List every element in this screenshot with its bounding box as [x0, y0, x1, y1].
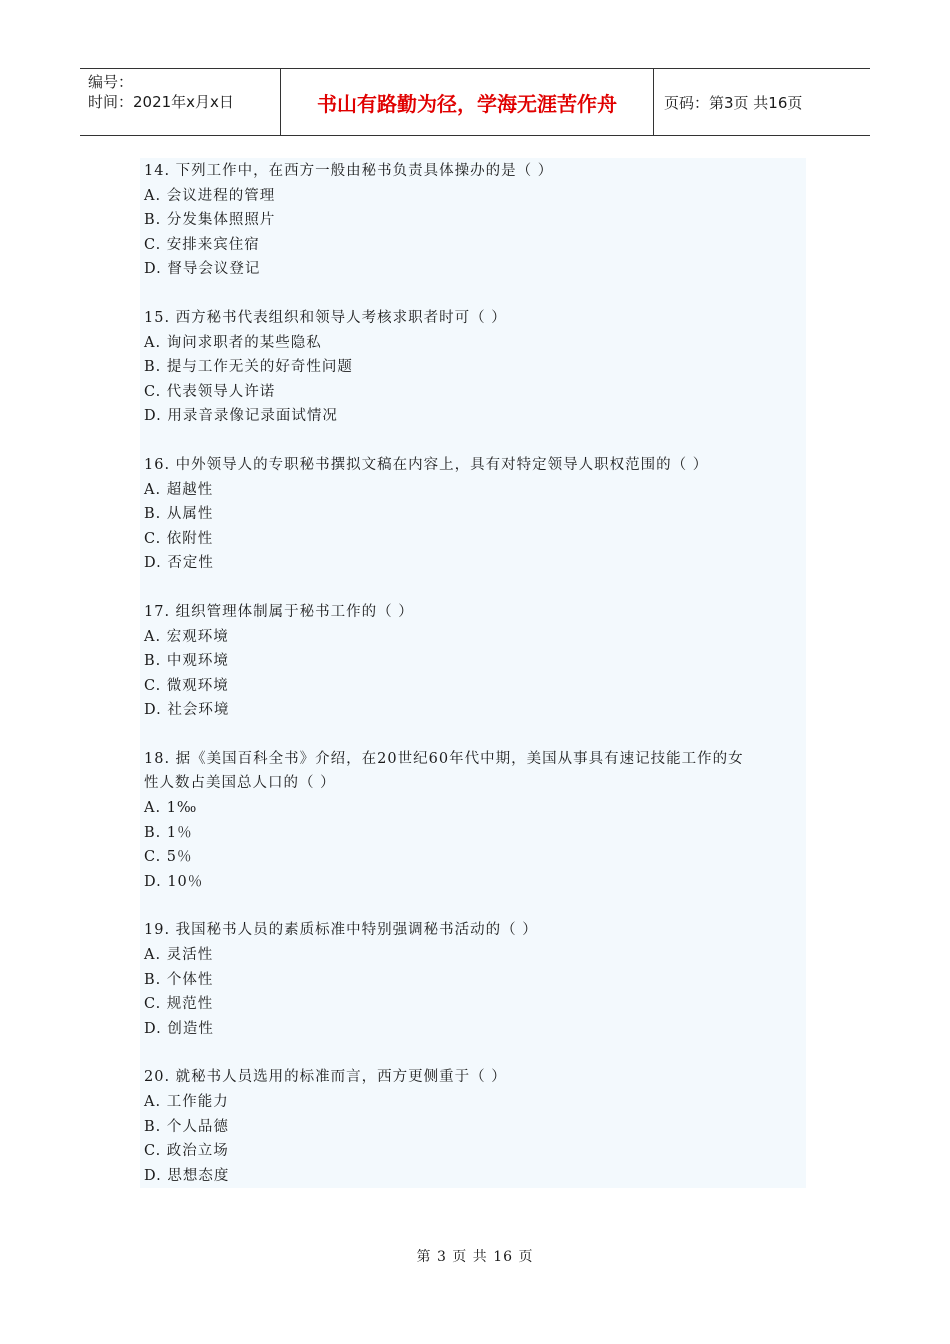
answer-option: B. 个体性	[144, 971, 214, 988]
question-stem: 性人数占美国总人口的（ ）	[144, 775, 336, 792]
answer-option: B. 中观环境	[144, 653, 229, 670]
question-stem: 17. 组织管理体制属于秘书工作的（ ）	[144, 603, 414, 620]
answer-option: B. 分发集体照照片	[144, 212, 276, 229]
answer-option: A. 询问求职者的某些隐私	[144, 334, 322, 351]
question-list	[140, 158, 806, 1188]
question-item	[144, 918, 806, 1041]
question-stem: 16. 中外领导人的专职秘书撰拟文稿在内容上，具有对特定领导人职权范围的（ ）	[144, 456, 709, 473]
answer-option: C. 安排来宾住宿	[144, 236, 260, 253]
answer-option: B. 个人品德	[144, 1118, 229, 1135]
answer-option: C. 政治立场	[144, 1143, 229, 1160]
answer-option: A. 会议进程的管理	[144, 187, 276, 204]
answer-option: B. 从属性	[144, 506, 214, 523]
header-motto: 书山有路勤为径，学海无涯苦作舟	[281, 69, 654, 135]
question-stem: 15. 西方秘书代表组织和领导人考核求职者时可（ ）	[144, 309, 507, 326]
question-item	[144, 600, 806, 723]
question-item	[144, 747, 806, 895]
answer-option: A. 宏观环境	[144, 628, 229, 645]
answer-option: D. 思想态度	[144, 1167, 230, 1184]
document-date: 时间：2021年x月x日	[88, 93, 234, 111]
page-footer: 第 3 页 共 16 页	[416, 1249, 534, 1265]
answer-option: A. 工作能力	[144, 1094, 229, 1110]
answer-option: C. 规范性	[144, 996, 214, 1013]
document-number-label: 编号：	[88, 73, 134, 91]
answer-option: D. 用录音录像记录面试情况	[144, 408, 338, 425]
answer-option: C. 微观环境	[144, 677, 229, 694]
answer-option: C. 5％	[144, 849, 193, 866]
answer-option: D. 10％	[144, 873, 204, 890]
answer-option: B. 1％	[144, 824, 193, 841]
header-meta	[80, 69, 281, 135]
question-stem: 20. 就秘书人员选用的标准而言，西方更侧重于（ ）	[144, 1069, 507, 1086]
answer-option: A. 超越性	[144, 481, 214, 498]
answer-option: D. 创造性	[144, 1020, 214, 1037]
question-item	[144, 453, 806, 576]
question-stem: 19. 我国秘书人员的素质标准中特别强调秘书活动的（ ）	[144, 922, 538, 939]
question-stem: 14. 下列工作中，在西方一般由秘书负责具体操办的是（ ）	[144, 163, 554, 179]
question-item	[144, 159, 806, 282]
answer-option: C. 依附性	[144, 530, 214, 547]
header-page-number: 页码：第3页 共16页	[664, 93, 803, 112]
answer-option: D. 社会环境	[144, 702, 230, 719]
answer-option: B. 提与工作无关的好奇性问题	[144, 359, 353, 376]
question-item	[144, 1065, 806, 1188]
question-stem: 18. 据《美国百科全书》介绍，在20世纪60年代中期，美国从事具有速记技能工作的女	[144, 750, 744, 767]
answer-option: A. 1‰	[144, 800, 198, 817]
answer-option: D. 督导会议登记	[144, 261, 261, 278]
answer-option: C. 代表领导人许诺	[144, 383, 276, 400]
page-header	[80, 68, 870, 136]
answer-option: D. 否定性	[144, 555, 214, 572]
answer-option: A. 灵活性	[144, 947, 214, 964]
question-item	[144, 306, 806, 429]
